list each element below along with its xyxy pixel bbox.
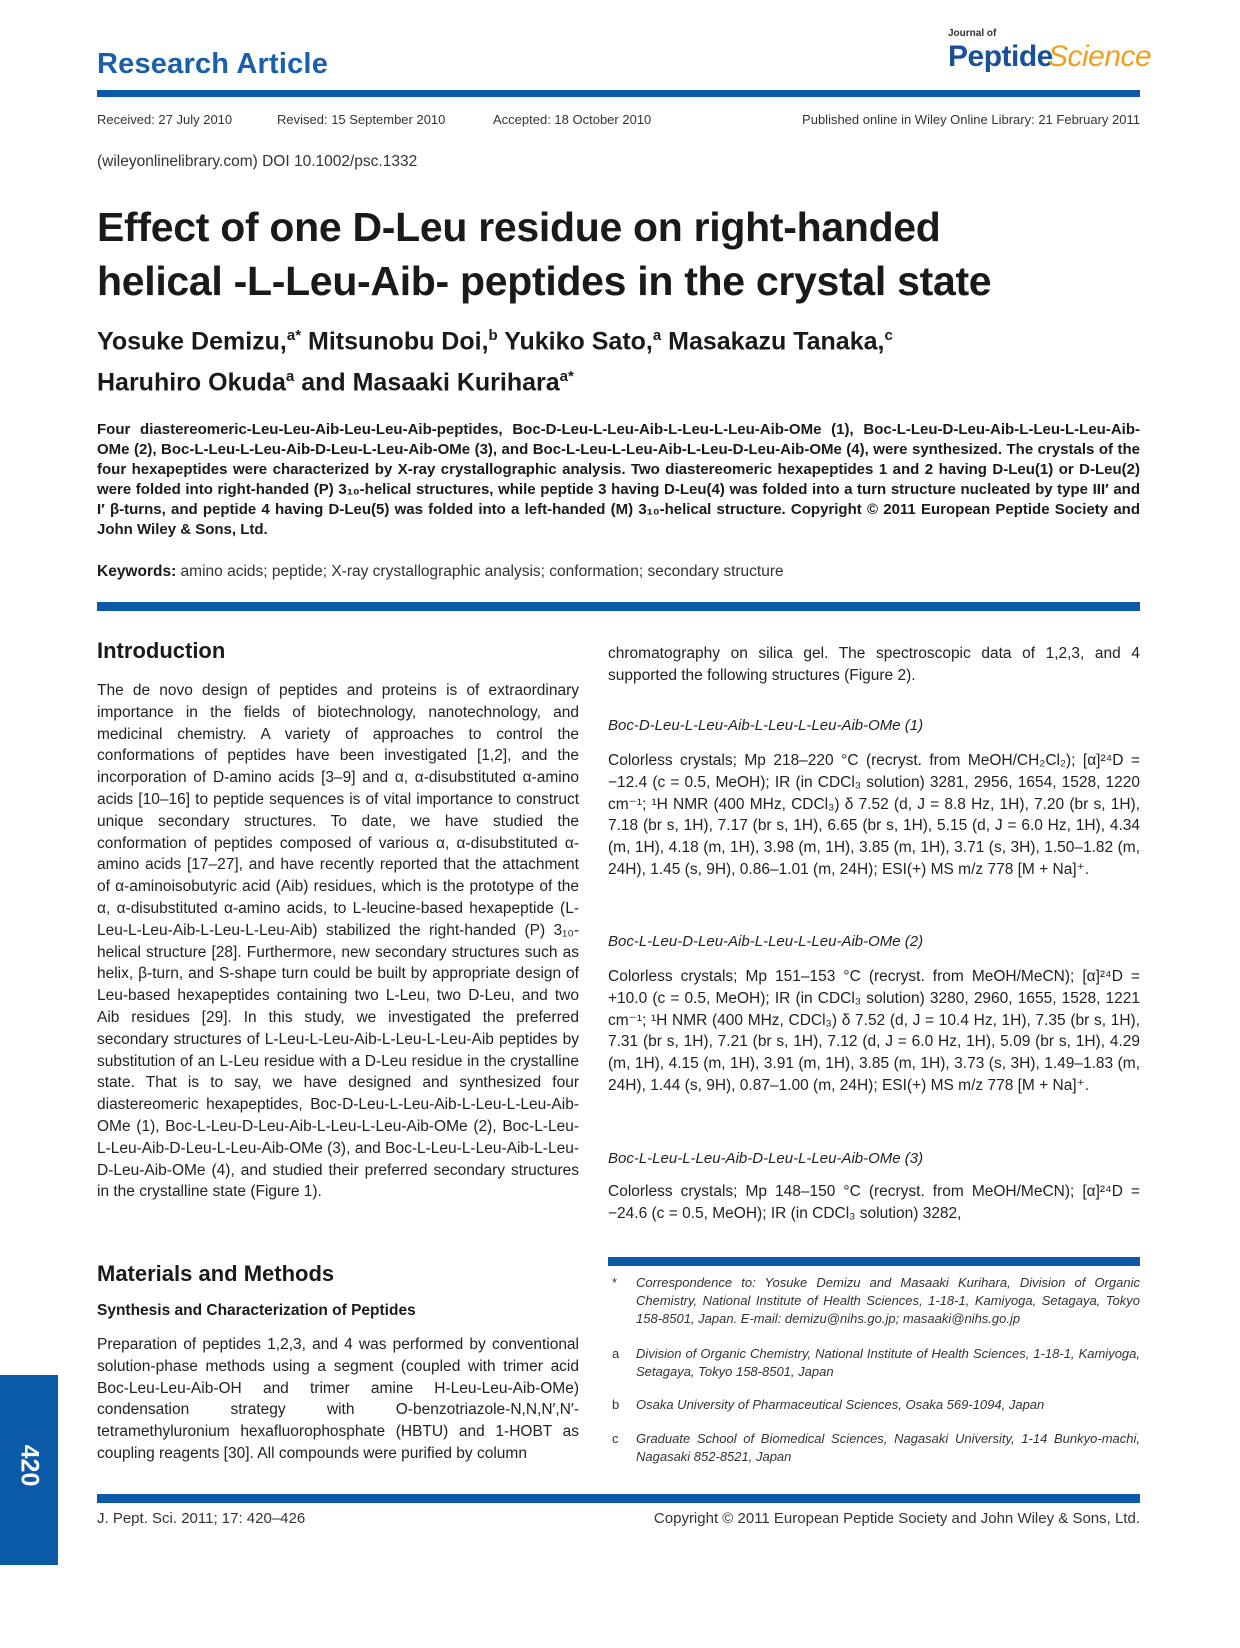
- methods-subheading: Synthesis and Characterization of Peptides: [97, 1302, 416, 1319]
- journal-reference: J. Pept. Sci. 2011; 17: 420–426: [97, 1510, 306, 1527]
- author-affiliation: a*: [286, 327, 302, 344]
- page-number-text: 420: [15, 1444, 44, 1486]
- author-name: Mitsunobu Doi,: [301, 327, 489, 356]
- introduction-text: The de novo design of peptides and proteins is of extraordinary importance in the fields of biotechnology, nanotechnology, and medicinal chemistry. A variety of approaches to control the conformations of peptides have been investigated [1,2], and the incorporation of D-amino acids [3–9] and α, α-disubstituted α-amino acids [10–16] to peptide sequences is of vital importance to construct unique secondary structures. To date, we have studied the conformation of peptides composed of various α, α-disubstituted α-amino acids [17–27], and have recently reported that the attachment of α-aminoisobutyric acid (Aib) residues, which is the prototype of the α, α-disubstituted α-amino acids, to L-leucine-based hexapeptide (L-Leu-L-Leu-Aib-L-Leu-L-Leu-Aib) stabilized the right-handed (P) 3₁₀-helical structure [28]. Furthermore, new secondary structures such as helix, β-turn, and S-shape turn could be built by appropriate design of Leu-based hexapeptides containing two L-Leu, two D-Leu, and two Aib residues [29]. In this study, we investigated the preferred secondary structures of L-Leu-L-Leu-Aib-L-Leu-L-Leu-Aib peptides by substitution of an L-Leu residue with a D-Leu residue in the crystalline state. That is to say, we have designed and synthesized four diastereomeric hexapeptides, Boc-D-Leu-L-Leu-Aib-L-Leu-L-Leu-Aib-OMe (1), Boc-L-Leu-D-Leu-Aib-L-Leu-L-Leu-Aib-OMe (2), Boc-L-Leu-L-Leu-Aib-D-Leu-L-Leu-Aib-OMe (3), and Boc-L-Leu-L-Leu-Aib-L-Leu-D-Leu-Aib-OMe (4), and studied their preferred secondary structures in the crystalline state (Figure 1).: [97, 682, 579, 1201]
- author-name: Yukiko Sato,: [497, 327, 653, 356]
- journal-logo-science: Science: [1048, 40, 1152, 73]
- continuation-text: chromatography on silica gel. The spectroscopic data of 1,2,3, and 4 supported the following structures (Figure 2).: [608, 645, 1140, 684]
- article-title: [97, 200, 1147, 308]
- compound-2-title: Boc-L-Leu-D-Leu-Aib-L-Leu-L-Leu-Aib-OMe (2): [608, 933, 924, 950]
- author-name: and Masaaki Kurihara: [294, 368, 560, 397]
- page-number: [0, 1430, 58, 1500]
- footnote-text: Graduate School of Biomedical Sciences, Nagasaki University, 1-14 Bunkyo-machi, Nagasaki 852-8521, Japan: [636, 1431, 1140, 1464]
- abstract-rule: [97, 602, 1140, 611]
- footnote-text: Osaka University of Pharmaceutical Sciences, Osaka 569-1094, Japan: [636, 1397, 1045, 1412]
- compound-1-title: Boc-D-Leu-L-Leu-Aib-L-Leu-L-Leu-Aib-OMe (1): [608, 717, 924, 734]
- title-line-2: helical -L-Leu-Aib- peptides in the crystal state: [97, 258, 992, 304]
- revised-date: Revised: 15 September 2010: [277, 112, 446, 127]
- footnote-mark: a: [612, 1346, 620, 1361]
- journal-logo: [948, 28, 1152, 82]
- author-affiliation: c: [884, 327, 893, 344]
- author-name: Haruhiro Okuda: [97, 368, 286, 397]
- footnote-mark: b: [612, 1397, 620, 1412]
- keywords: [97, 563, 1140, 581]
- author-affiliation: a: [652, 327, 662, 344]
- compound-2-data: Colorless crystals; Mp 151–153 °C (recryst. from MeOH/MeCN); [α]²⁴D = +10.0 (c = 0.5, MeOH); IR (in CDCl₃ solution) 3280, 2960, 1655, 1528, 1221 cm⁻¹; ¹H NMR (400 MHz, CDCl₃) δ 7.52 (d, J = 10.4 Hz, 1H), 7.35 (br s, 1H), 7.31 (br s, 1H), 7.21 (br s, 1H), 7.12 (d, J = 6.0 Hz, 1H), 5.09 (br s, 1H), 4.29 (m, 1H), 4.15 (m, 1H), 3.91 (m, 1H), 3.85 (m, 1H), 3.73 (s, 3H), 1.49–1.83 (m, 24H), 1.44 (s, 9H), 0.87–1.00 (m, 24H); ESI(+) MS m/z 778 [M + Na]⁺.: [608, 968, 1140, 1094]
- received-date: Received: 27 July 2010: [97, 112, 233, 127]
- keywords-text: amino acids; peptide; X-ray crystallographic analysis; conformation; secondary structure: [176, 563, 784, 580]
- section-label: Research Article: [97, 48, 329, 80]
- accepted-date: Accepted: 18 October 2010: [493, 112, 652, 127]
- author-affiliation: b: [488, 327, 498, 344]
- footnote-affiliation-a: [612, 1345, 1140, 1385]
- methods-heading: Materials and Methods: [97, 1261, 335, 1286]
- footer-copyright: Copyright © 2011 European Peptide Society and John Wiley & Sons, Ltd.: [653, 1510, 1140, 1527]
- footnote-correspondence: [612, 1274, 1140, 1334]
- methods-text: Preparation of peptides 1,2,3, and 4 was performed by conventional solution-phase methods using a segment (coupled with trimer acid Boc-Leu-Leu-Aib-OH and trimer amine H-Leu-Leu-Aib-OMe) condensation strategy with O-benzotriazole-N,N,N′,N′-tetramethyluronium hexafluorophosphate (HBTU) and 1-HOBT as coupling reagents [30]. All compounds were purified by column: [97, 1336, 579, 1462]
- author-affiliation: a: [285, 368, 295, 386]
- journal-logo-prefix: Journal of: [948, 28, 997, 39]
- author-name: Masakazu Tanaka,: [661, 327, 885, 356]
- author-list: [97, 318, 1147, 401]
- compound-3-data: Colorless crystals; Mp 148–150 °C (recryst. from MeOH/MeCN); [α]²⁴D = −24.6 (c = 0.5, MeOH); IR (in CDCl₃ solution) 3282,: [608, 1183, 1140, 1222]
- abstract: Four diastereomeric-Leu-Leu-Aib-Leu-Leu-Aib-peptides, Boc-D-Leu-L-Leu-Aib-L-Leu-L-Leu-Aib-OMe (1), Boc-L-Leu-D-Leu-Aib-L-Leu-L-Leu-Aib-OMe (2), Boc-L-Leu-L-Leu-Aib-D-Leu-L-Leu-Aib-OMe (3), and Boc-L-Leu-L-Leu-Aib-L-Leu-D-Leu-Aib-OMe (4), were synthesized. The crystals of the four hexapeptides were characterized by X-ray crystallographic analysis. Two diastereomeric hexapeptides 1 and 2 having D-Leu(1) or D-Leu(2) were folded into right-handed (P) 3₁₀-helical structures, while peptide 3 having D-Leu(4) was folded into a turn structure nucleated by type III′ and I′ β-turns, and peptide 4 having D-Leu(5) was folded into a left-handed (M) 3₁₀-helical structure. Copyright © 2011 European Peptide Society and John Wiley & Sons, Ltd.: [97, 421, 1140, 538]
- header-rule: [97, 90, 1140, 97]
- footnote-text: Correspondence to: Yosuke Demizu and Masaaki Kurihara, Division of Organic Chemistry, National Institute of Health Sciences, 1-18-1, Kamiyoga, Setagaya, Tokyo 158-8501, Japan. E-mail: demizu@nihs.go.jp; masaaki@nihs.go.jp: [636, 1275, 1140, 1326]
- footnote-affiliation-c: [612, 1430, 1140, 1470]
- footnote-affiliation-b: [612, 1396, 1140, 1416]
- author-name: Yosuke Demizu,: [97, 327, 287, 356]
- footnote-mark: c: [612, 1431, 619, 1446]
- footnote-text: Division of Organic Chemistry, National Institute of Health Sciences, 1-18-1, Kamiyoga, Setagaya, Tokyo 158-8501, Japan: [636, 1346, 1140, 1379]
- compound-3-title: Boc-L-Leu-L-Leu-Aib-D-Leu-L-Leu-Aib-OMe (3): [608, 1150, 924, 1167]
- published-date: Published online in Wiley Online Library: 21 February 2011: [802, 112, 1140, 127]
- footnote-rule: [608, 1257, 1140, 1266]
- journal-logo-name: Peptide: [948, 40, 1053, 73]
- compound-1-data: Colorless crystals; Mp 218–220 °C (recryst. from MeOH/CH₂Cl₂); [α]²⁴D = −12.4 (c = 0.5, MeOH); IR (in CDCl₃ solution) 3281, 2956, 1654, 1528, 1220 cm⁻¹; ¹H NMR (400 MHz, CDCl₃) δ 7.52 (d, J = 8.8 Hz, 1H), 7.20 (br s, 1H), 7.18 (br s, 1H), 7.17 (br s, 1H), 6.65 (br s, 1H), 5.15 (d, J = 6.0 Hz, 1H), 4.34 (m, 1H), 4.18 (m, 1H), 3.98 (m, 1H), 3.85 (m, 1H), 3.71 (s, 3H), 1.50–1.82 (m, 24H), 1.45 (s, 9H), 0.86–1.01 (m, 24H); ESI(+) MS m/z 778 [M + Na]⁺.: [608, 752, 1140, 878]
- keywords-label: Keywords:: [97, 563, 177, 580]
- footnote-mark: *: [612, 1275, 618, 1290]
- doi-line: (wileyonlinelibrary.com) DOI 10.1002/psc.1332: [97, 153, 418, 170]
- title-line-1: Effect of one D-Leu residue on right-handed: [97, 204, 941, 250]
- author-affiliation: a*: [559, 368, 574, 386]
- footer-rule: [97, 1494, 1140, 1503]
- introduction-heading: Introduction: [97, 638, 226, 663]
